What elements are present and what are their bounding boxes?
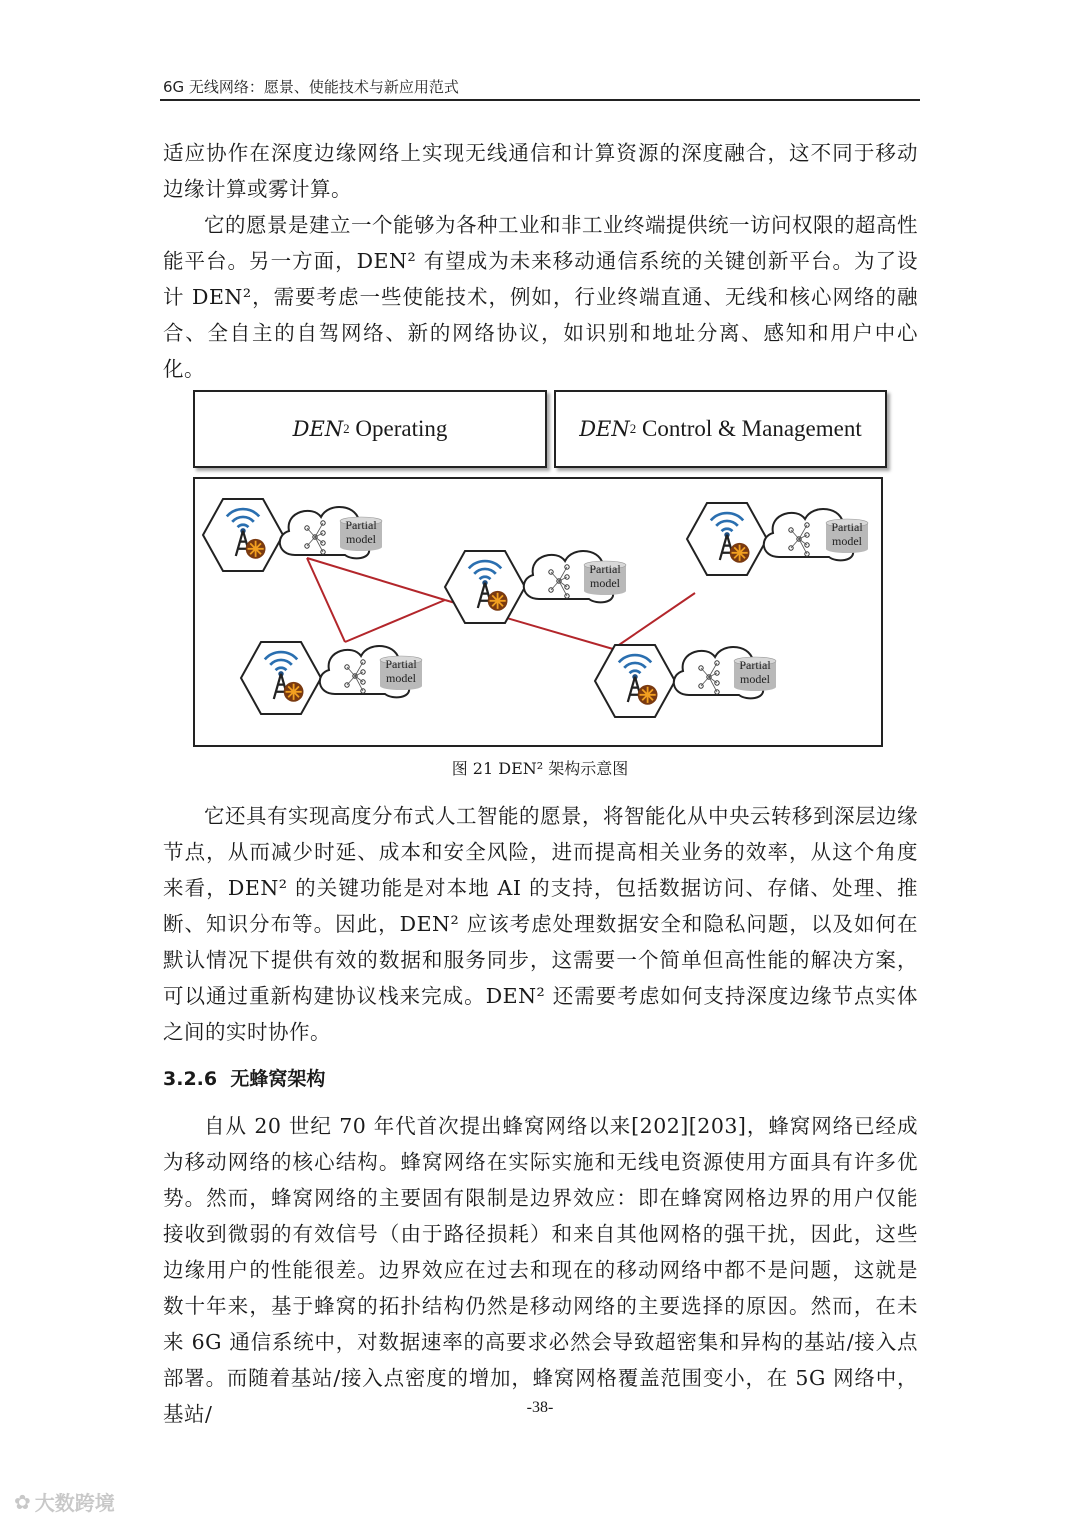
edge-node-4 — [687, 503, 868, 575]
node-2-label-line1: Partial — [385, 657, 417, 671]
node-4-label-line1: Partial — [831, 520, 863, 534]
node-2-label-line2: model — [386, 671, 416, 685]
link-1-2 — [307, 558, 345, 642]
edge-node-3 — [445, 551, 626, 623]
node-5-label-line2: model — [740, 672, 770, 686]
box-left-sup: 2 — [343, 421, 350, 436]
node-1-label-line2: model — [346, 532, 376, 546]
diagram-svg — [195, 479, 881, 745]
box-den2-operating — [193, 390, 547, 468]
link-5-4 — [613, 593, 695, 649]
paragraph-1: 适应协作在深度边缘网络上实现无线通信和计算资源的深度融合，这不同于移动边缘计算或雾计算。 — [163, 141, 918, 201]
box-left-text: Operating — [349, 416, 448, 441]
box-right-text: Control & Management — [636, 416, 862, 441]
paragraph-2: 它的愿景是建立一个能够为各种工业和非工业终端提供统一访问权限的超高性能平台。另一方面，DEN² 有望成为未来移动通信系统的关键创新平台。为了设计 DEN²，需要考虑一些使能技术，例如，行业终端直通、无线和核心网络的融合、全自主的自驾网络、新的网络协议，如识别和地址分离、感知和用户中心化。 — [163, 213, 918, 381]
link-3-2 — [345, 600, 445, 642]
node-3-label-line2: model — [590, 576, 620, 590]
paragraph-4: 自从 20 世纪 70 年代首次提出蜂窝网络以来[202][203]，蜂窝网络已经成为移动网络的核心结构。蜂窝网络在实际实施和无线电资源使用方面具有许多优势。然而，蜂窝网络的主要固有限制是边界效应：即在蜂窝网格边界的用户仅能接收到微弱的有效信号（由于路径损耗）和来自其他网格的强干扰，因此，这些边缘用户的性能很差。边界效应在过去和现在的移动网络中都不是问题，这就是数十年来，基于蜂窝的拓扑结构仍然是移动网络的主要选择的原因。然而，在未来 6G 通信系统中，对数据速率的高要求必然会导致超密集和异构的基站/接入点部署。而随着基站/接入点密度的增加，蜂窝网格覆盖范围变小，在 5G 网络中，基站/ — [163, 1114, 918, 1426]
den2-architecture-diagram — [193, 477, 883, 747]
page-number: -38- — [526, 1399, 554, 1416]
node-5-label-line1: Partial — [739, 658, 771, 672]
watermark-logo-icon: ✿ — [14, 1489, 31, 1514]
box-right-sup: 2 — [629, 421, 637, 436]
node-4-label-line2: model — [832, 534, 862, 548]
edge-node-2 — [241, 642, 422, 714]
box-right-math: DEN — [579, 417, 630, 441]
header-rule — [160, 99, 920, 101]
link-1-3 — [307, 558, 445, 600]
section-heading: 3.2.6 无蜂窝架构 — [163, 1068, 326, 1090]
running-header: 6G 无线网络：愿景、使能技术与新应用范式 — [163, 78, 459, 96]
node-1-label-line1: Partial — [345, 518, 377, 532]
paragraph-3: 它还具有实现高度分布式人工智能的愿景，将智能化从中央云转移到深层边缘节点，从而减少时延、成本和安全风险，进而提高相关业务的效率，从这个角度来看，DEN² 的关键功能是对本地 AI 的支持，包括数据访问、存储、处理、推断、知识分布等。因此，DEN² 应该考虑处理数据安全和隐私问题，以及如何在默认情况下提供有效的数据和服务同步，这需要一个简单但高性能的解决方案，可以通过重新构建协议栈来完成。DEN² 还需要考虑如何支持深度边缘节点实体之间的实时协作。 — [163, 804, 918, 1044]
box-den2-control-management — [554, 390, 887, 468]
box-left-math: DEN — [292, 417, 344, 441]
figure-caption: 图 21 DEN² 架构示意图 — [451, 759, 629, 778]
node-3-label-line1: Partial — [589, 562, 621, 576]
watermark-text: 大数跨境 — [34, 1491, 115, 1515]
edge-node-5 — [595, 645, 776, 717]
watermark — [14, 1487, 115, 1516]
edge-node-1 — [203, 499, 382, 571]
